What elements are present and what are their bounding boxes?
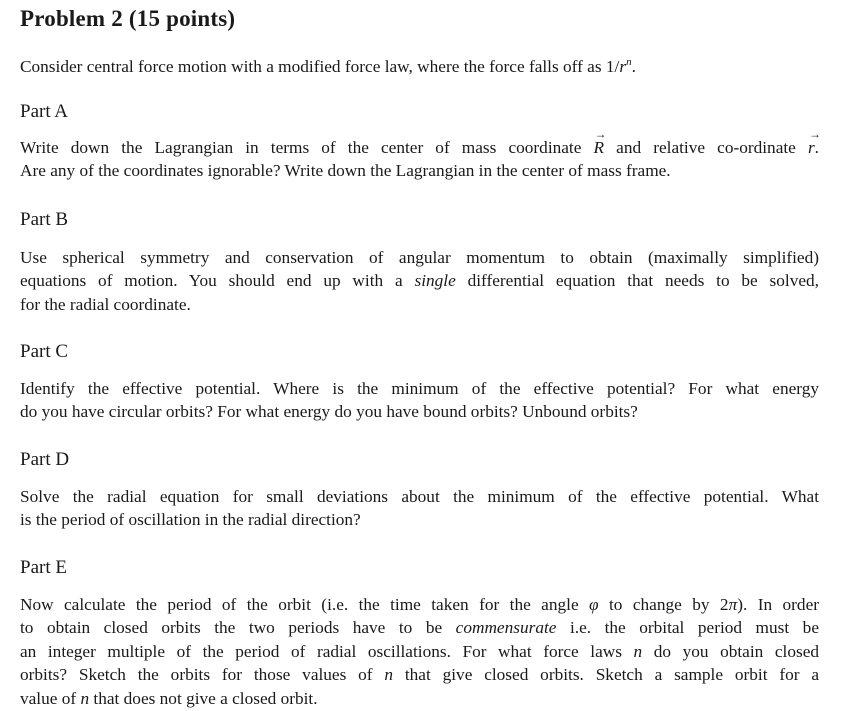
text-segment: an integer multiple of the period of radial oscillations. For what force laws	[20, 641, 634, 661]
text-segment: Are any of the coordinates ignorable? Write down the Lagrangian in the center of mass frame.	[20, 161, 671, 181]
text-segment: to obtain closed orbits the two periods have to be	[20, 618, 456, 638]
text-line	[20, 400, 819, 423]
text-segment: Use spherical symmetry and conservation of angular momentum to obtain (maximally simplified)	[20, 248, 819, 267]
text-segment: and relative co-ordinate	[604, 138, 808, 157]
text-line	[20, 616, 819, 639]
math-symbol: n	[384, 665, 394, 685]
part-c-text	[20, 377, 819, 424]
math-symbol: π	[728, 595, 738, 614]
part-d-text	[20, 485, 819, 532]
text-segment: orbits? Sketch the orbits for those values of	[20, 665, 385, 685]
text-line	[20, 159, 819, 182]
part-a-text	[20, 136, 819, 183]
text-segment: do you obtain closed	[642, 641, 820, 661]
part-b-text	[20, 246, 819, 316]
problem-title: Problem 2 (15 points)	[20, 6, 236, 31]
text-segment: differential equation that needs to be solved,	[455, 271, 819, 291]
text-line	[20, 377, 819, 400]
part-c-heading: Part C	[20, 341, 69, 362]
text-segment: is the period of oscillation in the radial direction?	[20, 510, 361, 530]
text-line	[20, 508, 819, 531]
text-segment: Now calculate the period of the orbit (i.e. the time taken for the angle	[20, 595, 590, 614]
text-line	[20, 640, 819, 663]
text-segment: do you have circular orbits? For what energy do you have bound orbits? Unbound orbits?	[20, 402, 638, 422]
math-symbol: commensurate	[455, 618, 557, 638]
math-symbol: n	[80, 688, 90, 708]
text-segment: that give closed orbits. Sketch a sample orbit for a	[393, 665, 819, 685]
text-segment: .	[631, 56, 636, 76]
text-line	[20, 485, 819, 508]
part-e-heading: Part E	[20, 557, 67, 578]
text-line	[20, 269, 819, 292]
text-segment: Consider central force motion with a modified force law, where the force falls off as 1/	[20, 56, 620, 76]
text-segment: Solve the radial equation for small deviations about the minimum of the effective potential. What	[20, 487, 819, 506]
math-symbol: φ	[589, 595, 599, 614]
text-line	[20, 293, 819, 316]
text-segment: ). In order	[737, 595, 819, 614]
text-segment: that does not give a closed orbit.	[89, 688, 318, 708]
text-line	[20, 593, 819, 616]
text-line	[20, 136, 819, 159]
part-b-heading: Part B	[20, 209, 69, 230]
text-line	[20, 687, 819, 710]
text-line	[20, 246, 819, 269]
text-segment: i.e. the orbital period must be	[556, 618, 819, 638]
text-segment: value of	[20, 688, 81, 708]
text-line	[20, 663, 819, 686]
text-segment: to change by 2	[598, 595, 729, 614]
text-segment: .	[814, 138, 819, 157]
text-segment: equations of motion. You should end up with a	[20, 271, 415, 291]
text-segment: Identify the effective potential. Where is the minimum of the effective potential? For what energy	[20, 379, 819, 398]
part-d-heading: Part D	[20, 449, 70, 470]
part-a-heading: Part A	[20, 101, 69, 122]
math-symbol: single	[414, 271, 456, 291]
text-segment: for the radial coordinate.	[20, 294, 191, 314]
part-e-text	[20, 593, 819, 710]
math-symbol: n	[626, 56, 632, 68]
vector-symbol: → R	[594, 136, 605, 159]
problem-intro	[20, 51, 819, 78]
math-symbol: n	[633, 641, 643, 661]
text-segment: Write down the Lagrangian in terms of the center of mass coordinate	[20, 138, 594, 157]
text-line	[20, 51, 819, 78]
math-symbol: r	[619, 56, 627, 76]
vector-symbol: → r	[808, 136, 815, 159]
